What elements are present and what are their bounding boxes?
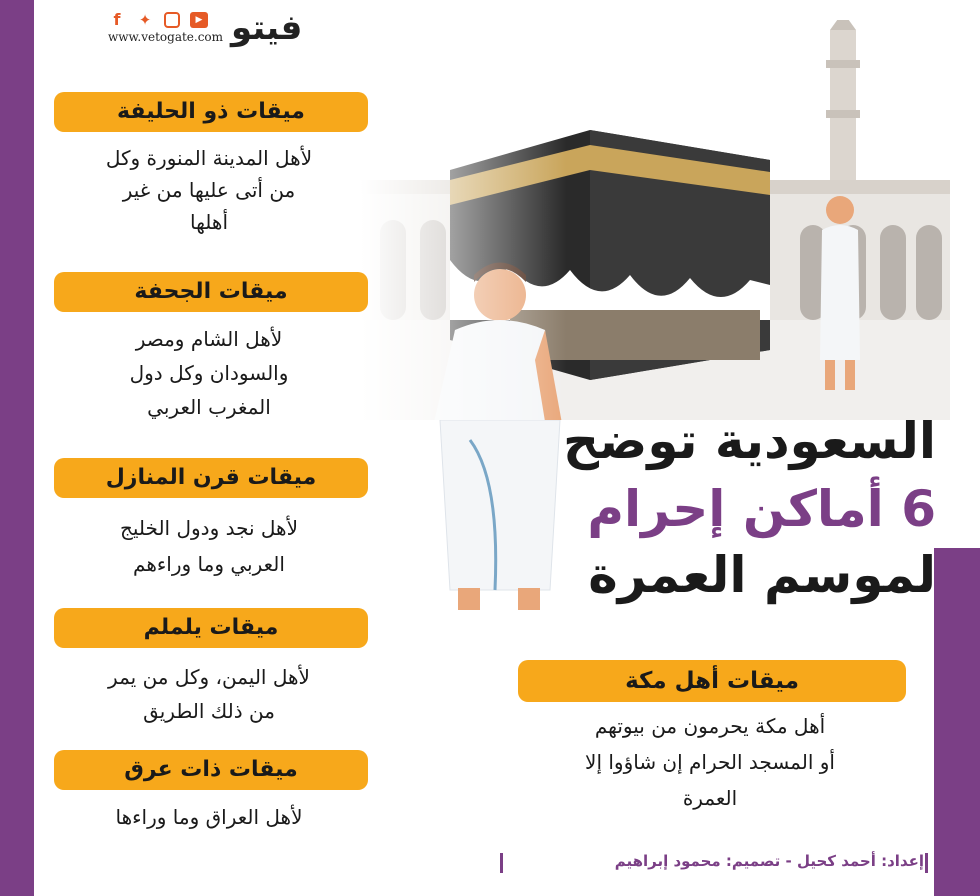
kaaba-illustration	[360, 20, 950, 420]
logo: فيتو	[231, 8, 303, 48]
miqat-title-makkah: ميقات أهل مكة	[518, 660, 906, 702]
miqat-desc-yalamlam: لأهل اليمن، وكل من يمر من ذلك الطريق	[108, 665, 310, 723]
purple-accent-right	[934, 548, 980, 896]
miqat-desc-dhul-hulaifa: لأهل المدينة المنورة وكل من أتى عليها من غير أهلها	[105, 146, 313, 234]
miqat-title-yalamlam: ميقات يلملم	[54, 608, 368, 648]
miqat-title-dhat-irq: ميقات ذات عرق	[54, 750, 368, 790]
youtube-icon[interactable]: ▶	[190, 12, 208, 28]
miqat-desc-juhfa: لأهل الشام ومصر والسودان وكل دول المغرب العربي	[129, 327, 289, 419]
instagram-icon[interactable]	[164, 12, 180, 28]
headline-line1: السعودية توضح	[563, 412, 936, 470]
purple-frame-left	[22, 0, 34, 896]
miqat-desc-makkah: أهل مكة يحرمون من بيوتهم أو المسجد الحرام إن شاؤوا إلا العمرة	[585, 714, 835, 810]
credit-divider-right	[925, 853, 928, 873]
facebook-icon[interactable]: f	[113, 10, 121, 29]
credit-divider-left	[500, 853, 503, 873]
headline-line3: لموسم العمرة	[588, 546, 936, 604]
miqat-title-juhfa: ميقات الجحفة	[54, 272, 368, 312]
social-block	[108, 12, 223, 44]
brand-header	[108, 8, 302, 48]
miqat-title-dhul-hulaifa: ميقات ذو الحليفة	[54, 92, 368, 132]
purple-accent-left	[0, 548, 22, 896]
miqat-title-qarn-al-manazil: ميقات قرن المنازل	[54, 458, 368, 498]
credits: إعداد: أحمد كحيل - تصميم: محمود إبراهيم	[614, 852, 924, 870]
miqat-desc-dhat-irq: لأهل العراق وما وراءها	[115, 805, 303, 829]
headline-line2: 6 أماكن إحرام	[587, 480, 936, 538]
website-url[interactable]: www.vetogate.com	[108, 30, 224, 44]
miqat-desc-qarn-al-manazil: لأهل نجد ودول الخليج العربي وما وراءهم	[119, 516, 299, 576]
twitter-icon[interactable]: ✦	[138, 11, 152, 29]
